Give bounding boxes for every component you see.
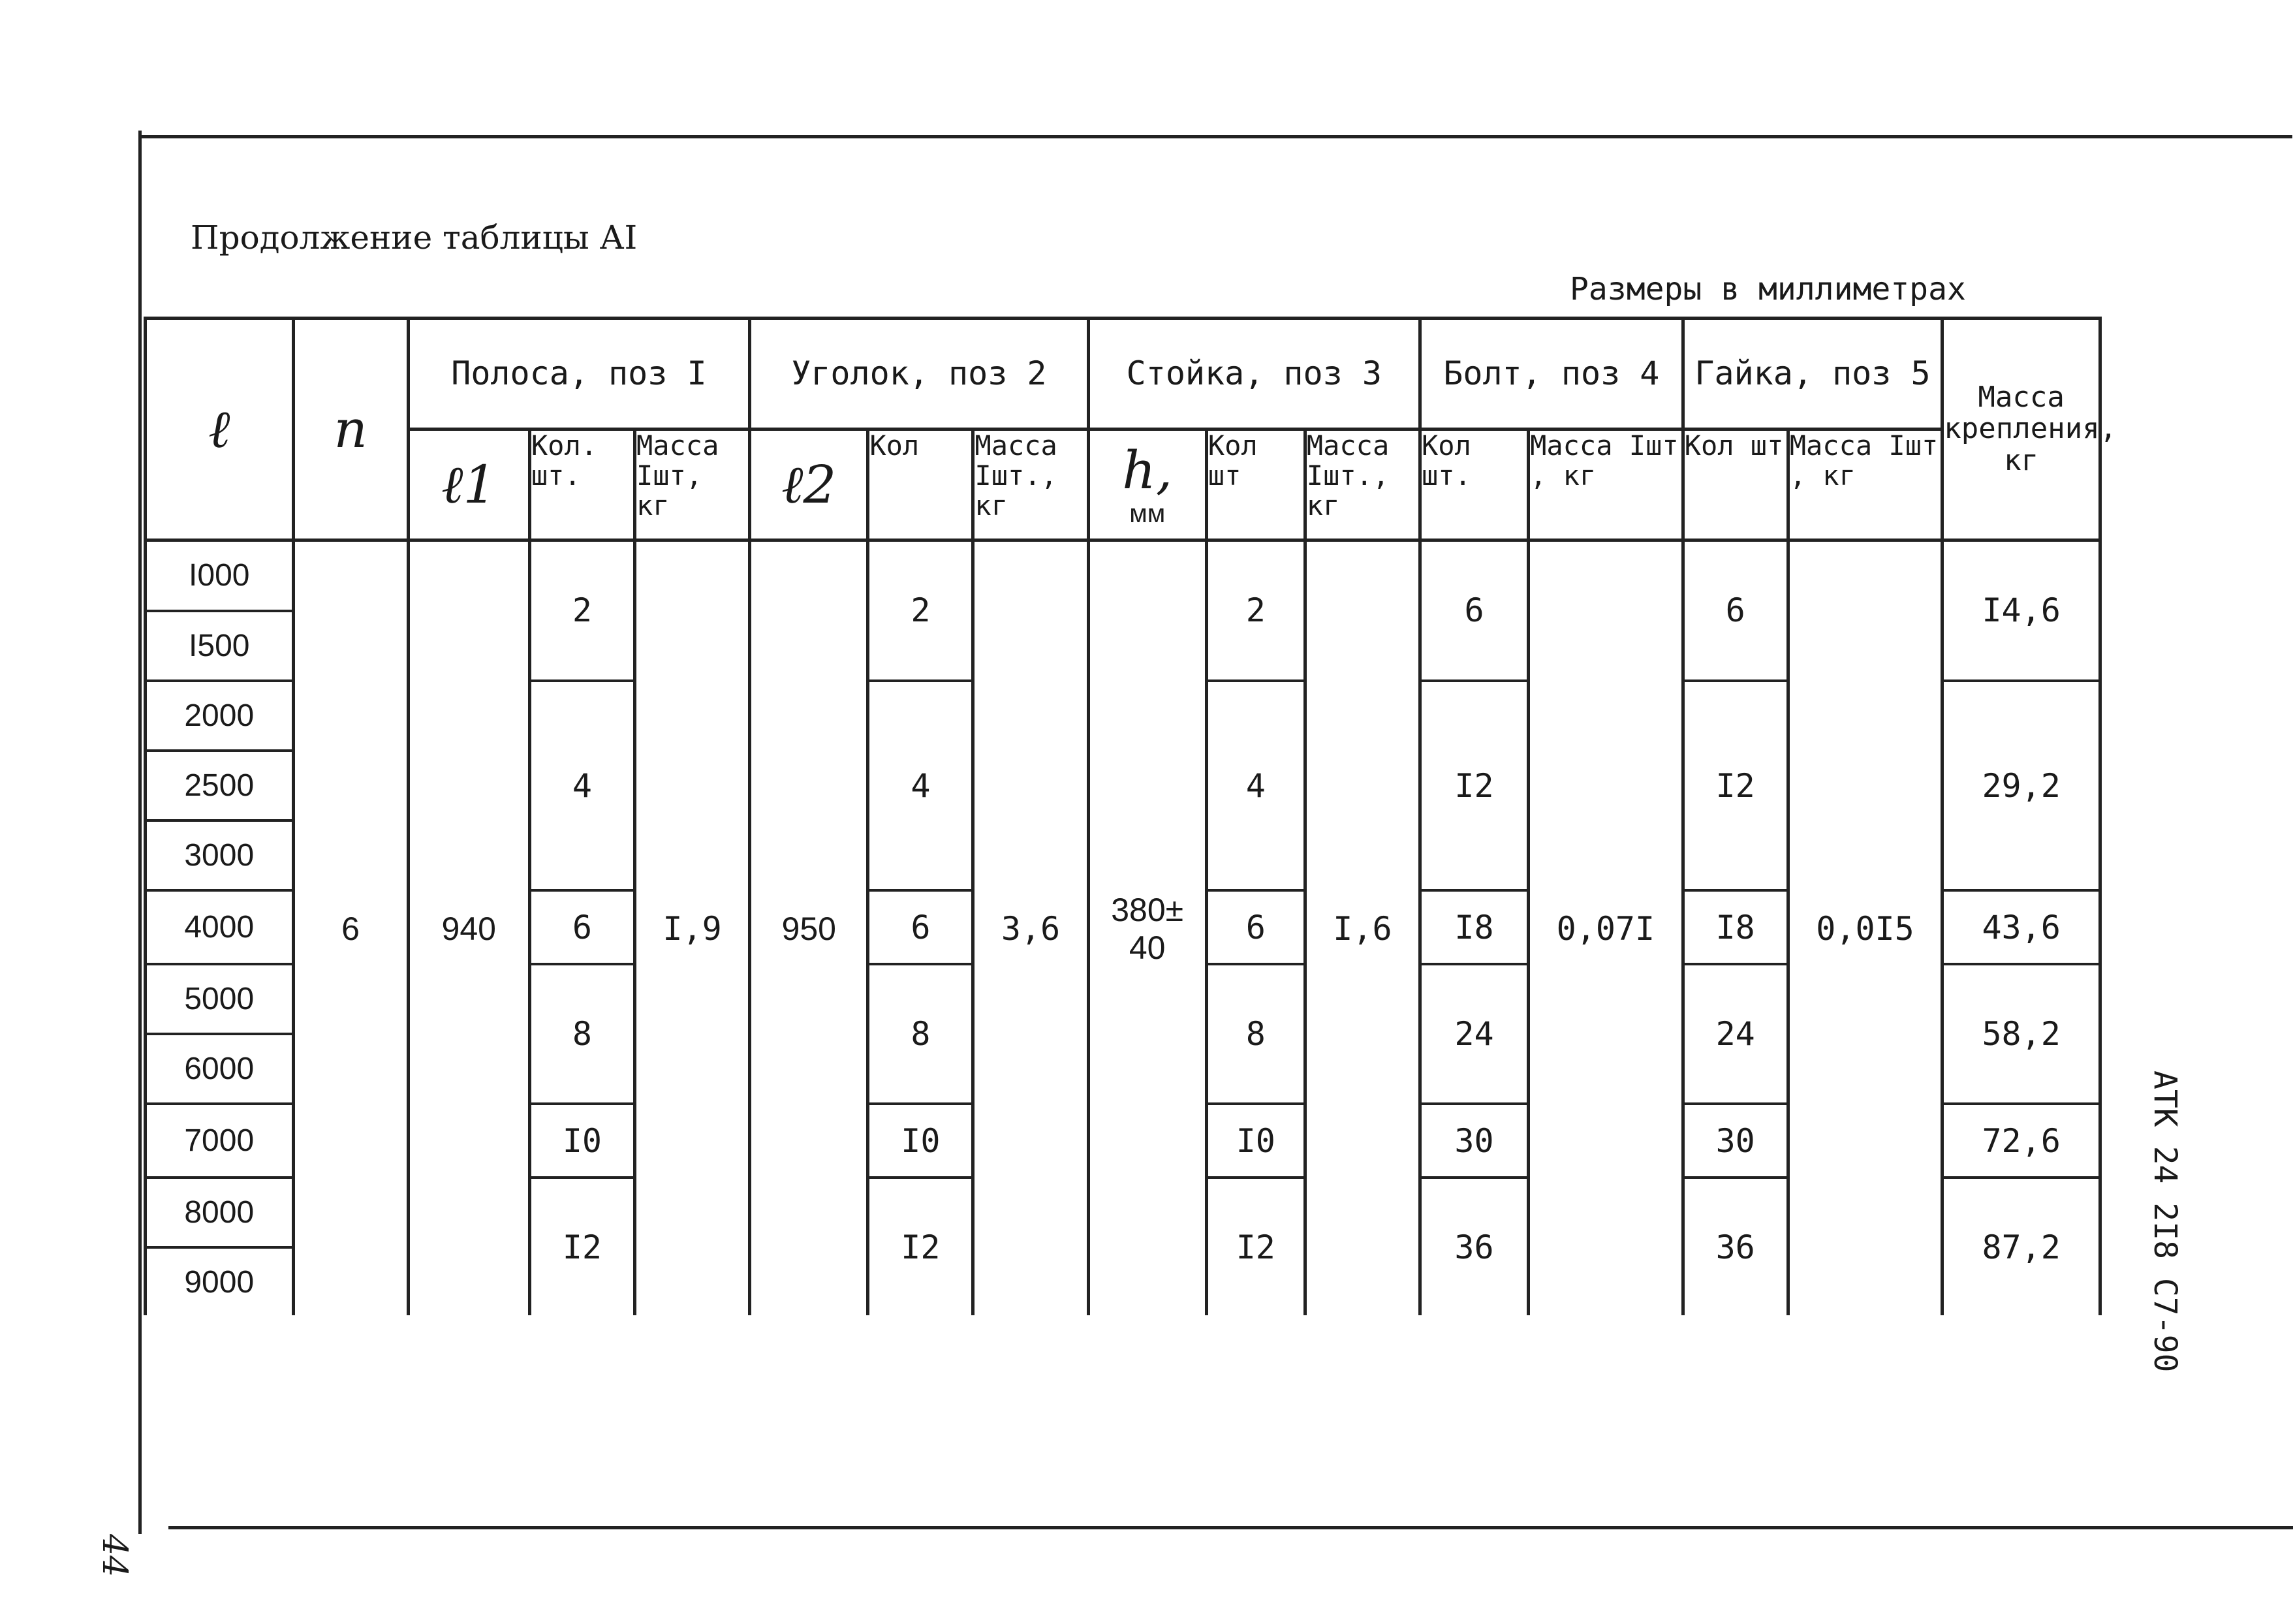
length-cell: I500	[146, 611, 294, 681]
page-number: 44	[95, 1534, 134, 1578]
group-header-gayka: Гайка, поз 5	[1683, 319, 1942, 429]
col-header-massa-3: Масса Iшт., кг	[1305, 429, 1420, 540]
col-header-massa-2: Масса Iшт., кг	[973, 429, 1088, 540]
group-header-polosa: Полоса, поз I	[408, 319, 749, 429]
total-mass: 29,2	[1942, 681, 2100, 891]
bolt-count: 36	[1420, 1178, 1528, 1315]
col-header-l2: ℓ2	[750, 429, 868, 540]
frame-left-line	[138, 131, 142, 1534]
document-code-stamp: АТК 24 2I8 С7-90	[2147, 1070, 2183, 1373]
bolt-count: I2	[1420, 681, 1528, 891]
length-cell: 8000	[146, 1178, 294, 1247]
h-value: 380± 40	[1088, 540, 1206, 1316]
gayka-count: 36	[1683, 1178, 1788, 1315]
bolt-count: 24	[1420, 964, 1528, 1104]
total-mass: 87,2	[1942, 1178, 2100, 1315]
polosa-count: 8	[529, 964, 634, 1104]
length-cell: 2500	[146, 751, 294, 820]
group-header-bolt: Болт, поз 4	[1420, 319, 1683, 429]
length-cell: 9000	[146, 1247, 294, 1315]
ugolok-count: I0	[868, 1104, 973, 1178]
col-header-massa-4: Масса Iшт , кг	[1529, 429, 1683, 540]
col-header-massa-1: Масса Iшт, кг	[634, 429, 749, 540]
length-cell: I000	[146, 540, 294, 611]
col-header-n: n	[293, 319, 408, 540]
polosa-mass: I,9	[634, 540, 749, 1316]
n-value: 6	[293, 540, 408, 1316]
polosa-count: I0	[529, 1104, 634, 1178]
polosa-count: 6	[529, 890, 634, 964]
polosa-count: 2	[529, 540, 634, 681]
group-header-stoyka: Стойка, поз 3	[1088, 319, 1420, 429]
frame-top-line	[138, 135, 2292, 138]
total-mass: 72,6	[1942, 1104, 2100, 1178]
gayka-count: 6	[1683, 540, 1788, 681]
col-header-kol-3: Кол шт	[1206, 429, 1305, 540]
polosa-count: 4	[529, 681, 634, 891]
bolt-count: 6	[1420, 540, 1528, 681]
ugolok-count: 6	[868, 890, 973, 964]
ugolok-count: 8	[868, 964, 973, 1104]
stoyka-count: 4	[1206, 681, 1305, 891]
table-caption: Продолжение таблицы АI	[191, 219, 638, 257]
stoyka-count: 2	[1206, 540, 1305, 681]
h-unit: мм	[1129, 499, 1166, 528]
l1-value: 940	[408, 540, 529, 1316]
ugolok-count: 4	[868, 681, 973, 891]
bolt-mass: 0,07I	[1529, 540, 1683, 1316]
col-header-kol-5: Кол шт	[1683, 429, 1788, 540]
polosa-count: I2	[529, 1178, 634, 1315]
gayka-mass: 0,0I5	[1788, 540, 1942, 1316]
total-mass: 43,6	[1942, 890, 2100, 964]
ugolok-mass: 3,6	[973, 540, 1088, 1316]
gayka-count: I8	[1683, 890, 1788, 964]
length-cell: 6000	[146, 1034, 294, 1104]
col-header-kol-2: Кол	[868, 429, 973, 540]
data-table	[144, 317, 2117, 1315]
length-cell: 3000	[146, 820, 294, 890]
bolt-count: I8	[1420, 890, 1528, 964]
group-header-ugolok: Уголок, поз 2	[750, 319, 1088, 429]
length-cell: 4000	[146, 890, 294, 964]
bolt-count: 30	[1420, 1104, 1528, 1178]
length-cell: 7000	[146, 1104, 294, 1178]
stoyka-mass: I,6	[1305, 540, 1420, 1316]
stoyka-count: I2	[1206, 1178, 1305, 1315]
col-header-massa-kreplenia: Масса крепления, кг	[1942, 319, 2100, 540]
gayka-count: 24	[1683, 964, 1788, 1104]
total-mass: 58,2	[1942, 964, 2100, 1104]
total-mass: I4,6	[1942, 540, 2100, 681]
stoyka-count: 6	[1206, 890, 1305, 964]
gayka-count: I2	[1683, 681, 1788, 891]
stoyka-count: 8	[1206, 964, 1305, 1104]
units-note: Размеры в миллиметрах	[1570, 271, 1966, 307]
frame-bottom-line	[168, 1526, 2293, 1529]
col-header-l1: ℓ1	[408, 429, 529, 540]
ugolok-count: I2	[868, 1178, 973, 1315]
col-header-massa-5: Масса Iшт , кг	[1788, 429, 1942, 540]
col-header-h	[1088, 429, 1206, 540]
stoyka-count: I0	[1206, 1104, 1305, 1178]
length-cell: 2000	[146, 681, 294, 751]
length-cell: 5000	[146, 964, 294, 1034]
col-header-kol-1: Кол. шт.	[529, 429, 634, 540]
ugolok-count: 2	[868, 540, 973, 681]
col-header-l: ℓ	[146, 319, 294, 540]
col-header-kol-4: Кол шт.	[1420, 429, 1528, 540]
gayka-count: 30	[1683, 1104, 1788, 1178]
l2-value: 950	[750, 540, 868, 1316]
h-symbol: h,	[1122, 439, 1173, 501]
